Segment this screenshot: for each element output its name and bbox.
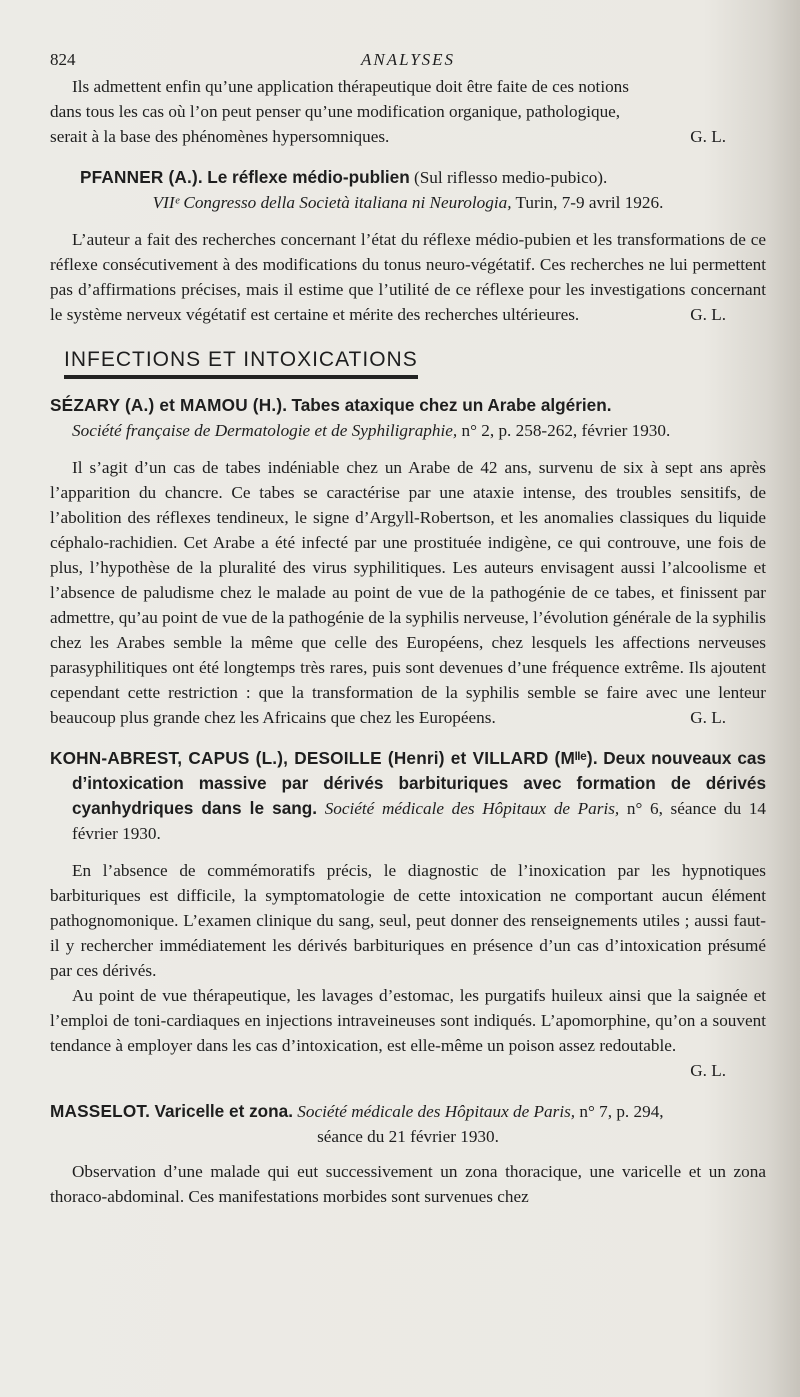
entry-source: Société médicale des Hôpitaux de Paris, [297,1102,576,1121]
signature: G. L. [690,1061,726,1080]
entry-source-line [50,418,766,443]
entry-authors: PFANNER (A.). [80,167,203,187]
entry-body [50,983,766,1083]
entry-source: VIIᵉ Congresso della Società italiana ni Neurologia, [152,193,512,212]
entry-heading [50,165,766,190]
entry-authors: KOHN-ABREST, CAPUS (L.), DESOILLE (Henri) et VILLARD (Mˡˡᵉ). [50,748,598,768]
entry-heading [50,746,766,846]
entry-body-text: Il s’agit d’un cas de tabes indéniable chez un Arabe de 42 ans, survenu de six à sept ans après l’apparition du chancre. Ce tabes se caractérise par une ataxie intense, des troubles sensitifs, de l’abolition des réflexes tendineux, le signe d’Argyll-Robertson, et les anomalies classiques du liquide céphalo-rachidien. Cet Arabe a été infecté par une prostituée indigène, ce qui controuve, une fois de plus, l’hypothèse de la pluralité des virus syphilitiques. Les auteurs envisagent aussi l’alcoolisme et l’absence de paludisme chez le malade au point de vue de la pathogénie de ce tabes, et finissent par admettre, qu’au point de vue de la pathogénie de la syphilis nerveuse, l’évolution générale de la syphilis chez les Arabes semble la même que celle des Européens, chez lesquels les affections nerveuses parasyphilitiques ont été longtemps très rares, puis sont devenues d’une fréquence extrême. Ils ajoutent cependant cette restriction : que la transformation de la syphilis semble se faire avec une lenteur beaucoup plus grande chez les Africains que chez les Européens. [50,458,766,727]
entry-title: Le réflexe médio-publien [207,167,410,187]
analysis-entry-pfanner [50,165,766,327]
entry-body-text: Observation d’une malade qui eut successivement un zona thoracique, une varicelle et un zona thoraco-abdominal. Ces manifestations morbides sont survenues chez [50,1162,766,1206]
entry-heading [50,1099,766,1124]
entry-heading [50,393,766,418]
entry-body-text: L’auteur a fait des recherches concernant l’état du réflexe médio-pubien et les transformations de ce réflexe consécutivement à des modifications du tonus neuro-végétatif. Ces recherches ne lui permettent pas d’affirmations précises, mais il estime que l’utilité de ce réflexe pour les investigations concernant le système nerveux végétatif est certaine et mérite des recherches ultérieures. [50,230,766,324]
entry-body [50,1159,766,1209]
entry-body-text: Au point de vue thérapeutique, les lavages d’estomac, les purgatifs huileux ainsi que la saignée et l’emploi de toni-cardiaques en injections intraveineuses sont indiqués. L’apomorphine, qu’on a souvent tendance à employer dans les cas d’intoxication, est elle-même un poison assez redoutable. [50,986,766,1055]
text-line: dans tous les cas où l’on peut penser qu’une modification organique, pathologique, [50,102,621,121]
entry-title: Tabes ataxique chez un Arabe algérien. [291,395,612,415]
analysis-entry-masselot [50,1099,766,1209]
entry-body [50,227,766,327]
running-title: ANALYSES [360,50,456,69]
entry-ref-2: séance du 21 février 1930. [317,1127,499,1146]
page-number: 824 [50,50,76,69]
page-content [50,50,766,1209]
section-header [50,345,766,379]
entry-source-line [50,190,766,215]
entry-authors: SÉZARY (A.) et MAMOU (H.). [50,395,288,415]
running-header [50,50,766,76]
entry-title: Varicelle et zona. [154,1101,293,1121]
entry-source: Société médicale des Hôpitaux de Paris, [324,799,620,818]
text-line-last [50,124,766,149]
entry-source-line [50,1124,766,1149]
analysis-entry-sezary [50,393,766,730]
entry-ref: n° 6, séance du 14 février 1930. [72,799,767,843]
text-line: Ils admettent enfin qu’une application thérapeutique doit être faite de ces notions [72,77,629,96]
text-line: serait à la base des phénomènes hypersomniques. [50,127,390,146]
continuation-paragraph [50,74,766,149]
signature: G. L. [690,708,726,727]
entry-translation: (Sul riflesso medio-pubico). [414,168,608,187]
entry-authors: MASSELOT. [50,1101,151,1121]
entry-body [50,858,766,983]
entry-ref: n° 7, p. 294, [579,1102,664,1121]
entry-body-text: En l’absence de commémoratifs précis, le diagnostic de l’inoxication par les hypnotiques barbituriques est difficile, la symptomatologie de cette intoxication ne comportant aucun élément pathognomonique. L’examen clinique du sang, seul, peut donner des renseignements utiles ; aussi faut-il y rechercher immédiatement les dérivés barbituriques en présence d’un cas d’intoxication présumé par ces dérivés. [50,861,766,980]
analysis-entry-kohn-abrest [50,746,766,1083]
entry-source: Société française de Dermatologie et de Syphiligraphie, [72,421,458,440]
entry-place-date: Turin, 7-9 avril 1926. [515,193,664,212]
signature: G. L. [690,305,726,324]
entry-body [50,455,766,730]
signature: G. L. [690,127,726,146]
section-title: INFECTIONS ET INTOXICATIONS [64,345,418,379]
entry-ref: n° 2, p. 258-262, février 1930. [461,421,671,440]
entry-title: Deux nouveaux cas d’intoxication massive par dérivés barbituriques avec formation de dérivés cyanhydriques dans le sang. [72,748,766,818]
